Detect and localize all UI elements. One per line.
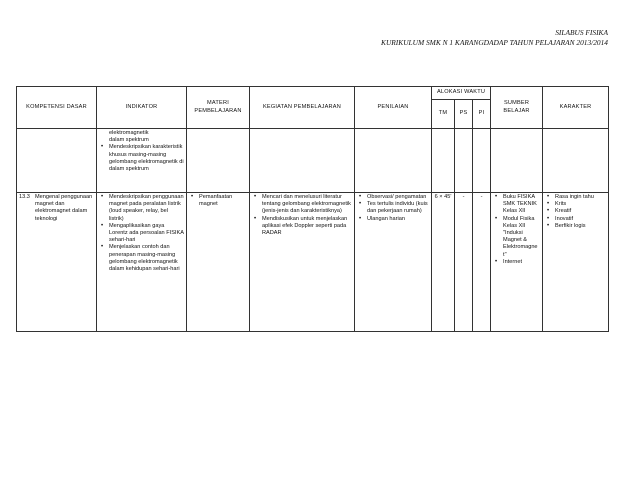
list-item: • Mencari dan menelusuri literatur tentang gelombang elektromagnetik (jenis-jenis dan karakteristiknya) bbox=[252, 194, 352, 216]
list-item: • Menjelaskan contoh dan penerapan masing-masing gelombang elektromagnetik dalam kehidupan sehari-hari bbox=[99, 244, 184, 273]
list-item: dalam spektrum bbox=[109, 137, 149, 144]
list-item: • Mendeskripsikan penggunaan magnet pada peralatan listrik (loud speaker, relay, bel listrik) bbox=[99, 194, 184, 223]
syllabus-table bbox=[16, 86, 609, 332]
cell-kd-empty bbox=[17, 129, 97, 193]
list-item: • Krits bbox=[545, 201, 606, 208]
list-item: • Observasi/ pengamatan bbox=[357, 194, 429, 201]
cell-empty bbox=[455, 129, 473, 193]
cell-karakter bbox=[543, 193, 609, 332]
col-header-indikator: INDIKATOR bbox=[97, 87, 187, 129]
list-item: elektromagnetik bbox=[109, 130, 149, 136]
cell-empty bbox=[355, 129, 432, 193]
cell-empty bbox=[187, 129, 250, 193]
table-row-13-3 bbox=[17, 193, 609, 332]
cell-kegiatan bbox=[250, 193, 355, 332]
list-item: • Buku FISIKA SMK TEKNIK Kelas XII bbox=[493, 194, 540, 216]
cell-indikator bbox=[97, 193, 187, 332]
table-row-continued bbox=[17, 129, 609, 193]
kd-text: Mengenal penggunaan magnet dan elektromagnet dalam teknologi bbox=[35, 194, 93, 222]
list-item: • Modul Fisika Kelas XII "Induksi Magnet & Elektromagne t" bbox=[493, 216, 540, 259]
col-header-tm: TM bbox=[432, 100, 455, 129]
col-header-pi: PI bbox=[473, 100, 491, 129]
list-item: • Mengaplikasikan gaya Lorentz ada persoalan FISIKA sehari-hari bbox=[99, 223, 184, 245]
cell-pi: - bbox=[473, 193, 491, 332]
col-header-ps: PS bbox=[455, 100, 473, 129]
curriculum-subtitle: KURIKULUM SMK N 1 KARANGDADAP TAHUN PELAJARAN 2013/2014 bbox=[381, 38, 608, 47]
list-item: • Kreatif bbox=[545, 208, 606, 215]
list-item: • Rasa ingin tahu bbox=[545, 194, 606, 201]
list-item: • Inovatif bbox=[545, 216, 606, 223]
list-item: • Ulangan harian bbox=[357, 216, 429, 223]
cell-kompetensi bbox=[17, 193, 97, 332]
col-header-materi: MATERI PEMBELAJARAN bbox=[187, 87, 250, 129]
cell-empty bbox=[543, 129, 609, 193]
list-item: • Mendeskripsikan karakteristik khusus masing-masing gelombang elektromagnetik di dalam spektrum bbox=[99, 144, 184, 173]
cell-empty bbox=[432, 129, 455, 193]
cell-materi bbox=[187, 193, 250, 332]
cell-penilaian bbox=[355, 193, 432, 332]
col-header-kegiatan: KEGIATAN PEMBELAJARAN bbox=[250, 87, 355, 129]
cell-empty bbox=[250, 129, 355, 193]
cell-empty bbox=[473, 129, 491, 193]
cell-indikator-continued bbox=[97, 129, 187, 193]
syllabus-title: SILABUS FISIKA bbox=[555, 28, 608, 37]
list-item: • Internet bbox=[493, 259, 540, 266]
col-header-karakter: KARAKTER bbox=[543, 87, 609, 129]
cell-sumber bbox=[491, 193, 543, 332]
cell-empty bbox=[491, 129, 543, 193]
col-header-penilaian: PENILAIAN bbox=[355, 87, 432, 129]
list-item: • Pemanfaatan magnet bbox=[189, 194, 247, 208]
col-header-sumber: SUMBER BELAJAR bbox=[491, 87, 543, 129]
list-item: • Mendiskusikan untuk menjelaskan aplikasi efek Doppler seperti pada RADAR bbox=[252, 216, 352, 238]
col-header-alokasi: ALOKASI WAKTU bbox=[432, 87, 491, 100]
list-item: • Berfikir logis bbox=[545, 223, 606, 230]
list-item: • Tes tertulis individu (kuis dan pekerjaan rumah) bbox=[357, 201, 429, 215]
col-header-kompetensi: KOMPETENSI DASAR bbox=[17, 87, 97, 129]
kd-number: 13.3 bbox=[19, 194, 30, 200]
cell-ps: - bbox=[455, 193, 473, 332]
cell-tm: 6 × 45' bbox=[432, 193, 455, 332]
